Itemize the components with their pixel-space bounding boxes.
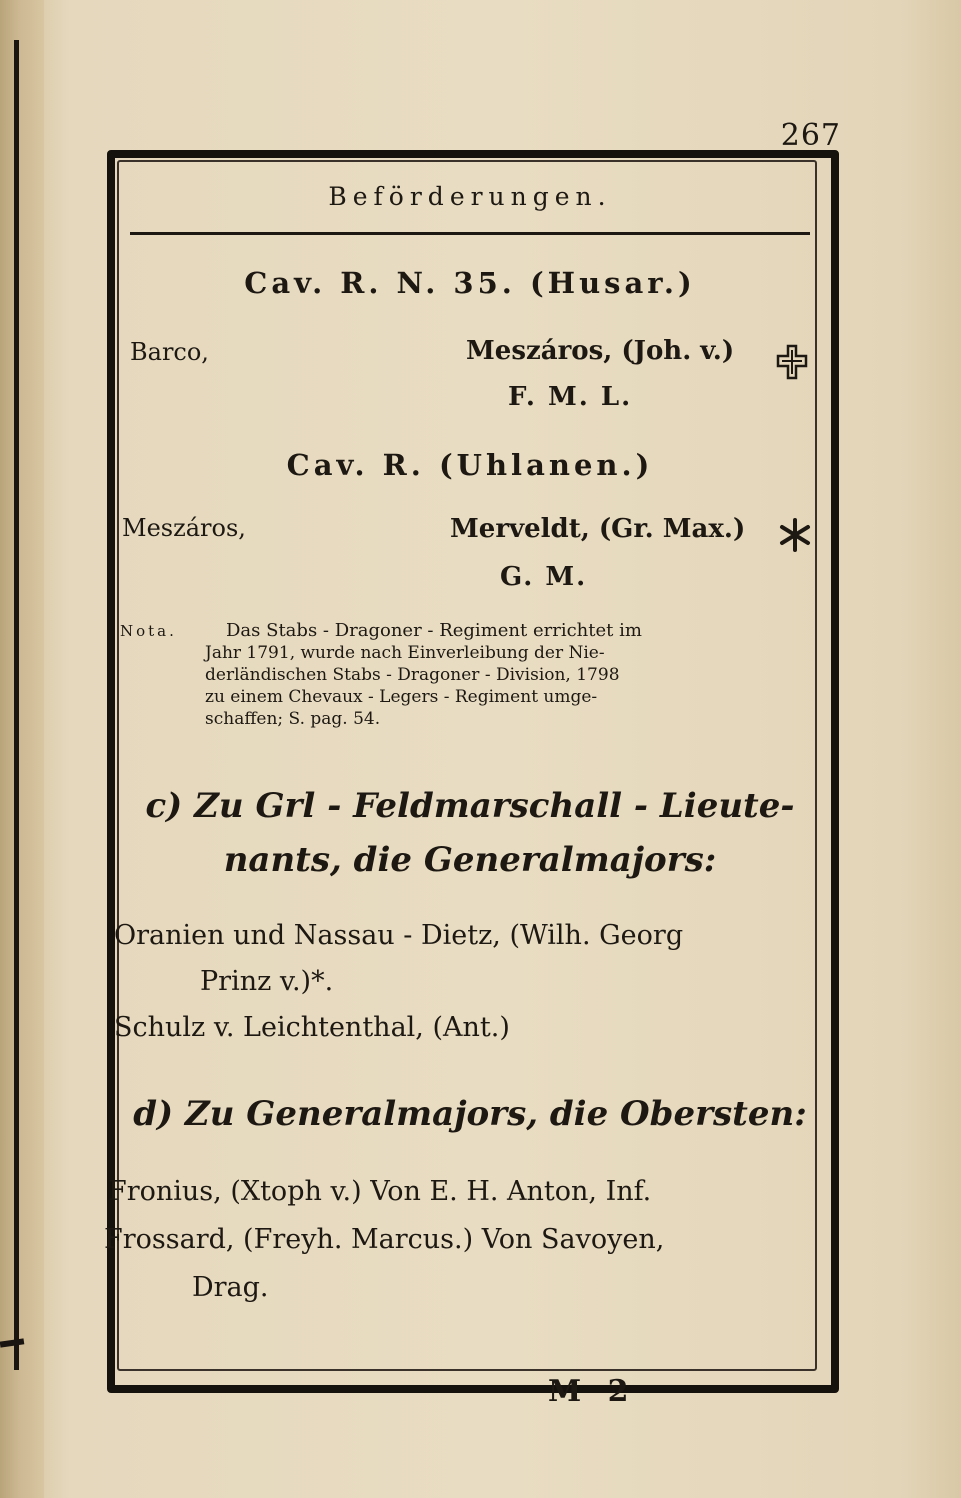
- outgoing-name-1: Barco,: [130, 338, 209, 366]
- facing-page-edge: [0, 0, 44, 1498]
- section-c-heading-line-1: c) Zu Grl - Feldmarschall - Lieute-: [145, 786, 795, 826]
- header-rule: [130, 232, 810, 235]
- note-line-4: zu einem Chevaux - Legers - Regiment umge-: [205, 687, 598, 707]
- note-line-5: schaffen; S. pag. 54.: [205, 709, 381, 729]
- note-line-3: derländischen Stabs - Dragoner - Division, 1798: [205, 665, 620, 685]
- section-c-entry-1: Oranien und Nassau - Dietz, (Wilh. Georg: [114, 920, 684, 951]
- section-c-heading-line-2: nants, die Generalmajors:: [223, 840, 717, 880]
- note-label: Nota.: [120, 622, 177, 640]
- section-c-entry-3: Schulz v. Leichtenthal, (Ant.): [114, 1012, 510, 1043]
- section-c-entry-2: Prinz v.)*.: [200, 966, 334, 997]
- note-line-1: Das Stabs - Dragoner - Regiment errichtet im: [226, 620, 642, 641]
- rank-1: F. M. L.: [508, 382, 633, 412]
- promoted-name-1: Meszáros, (Joh. v.): [466, 336, 735, 366]
- outgoing-name-2: Meszáros,: [122, 514, 246, 542]
- page-number: 267: [780, 118, 841, 153]
- section-d-entry-1: Fronius, (Xtoph v.) Von E. H. Anton, Inf.: [108, 1176, 652, 1207]
- rank-2: G. M.: [500, 562, 588, 592]
- asterisk-icon: [778, 518, 812, 552]
- cross-icon: [776, 344, 808, 380]
- section-d-entry-3: Drag.: [192, 1272, 269, 1303]
- section-d-heading: d) Zu Generalmajors, die Obersten:: [133, 1094, 807, 1134]
- page-title: Beförderungen.: [328, 182, 612, 211]
- regiment-heading-2: Cav. R. (Uhlanen.): [286, 448, 654, 482]
- section-d-entry-2: Frossard, (Freyh. Marcus.) Von Savoyen,: [104, 1224, 665, 1255]
- regiment-heading-1: Cav. R. N. 35. (Husar.): [244, 266, 696, 300]
- facing-page-border: [14, 40, 19, 1370]
- signature-mark: M 2: [548, 1374, 637, 1409]
- promoted-name-2: Merveldt, (Gr. Max.): [450, 514, 746, 544]
- note-line-2: Jahr 1791, wurde nach Einverleibung der Nie-: [205, 643, 605, 663]
